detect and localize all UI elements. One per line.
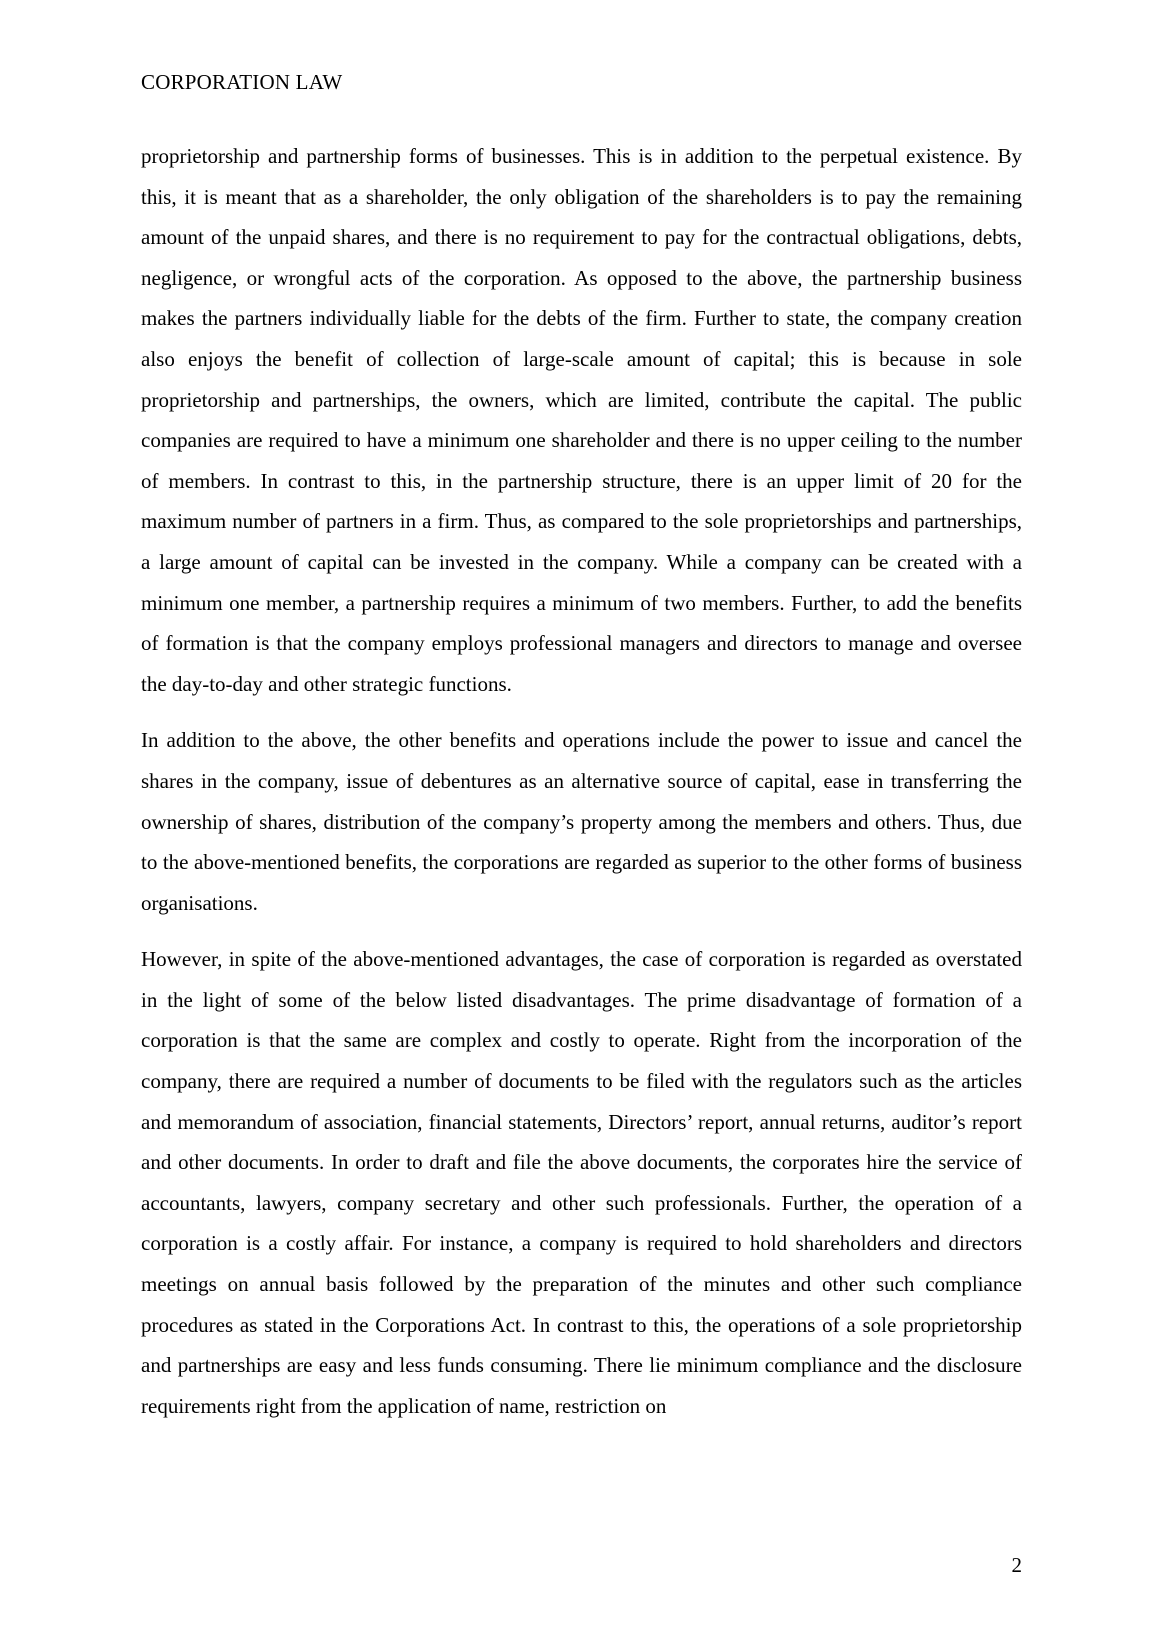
paragraph-1: proprietorship and partnership forms of businesses. This is in addition to the perpetual existence. By this, it is meant that as a shareholder, the only obligation of the shareholders is to pay the remaining amount of the unpaid shares, and there is no requirement to pay for the contractual obligations, debts, negligence, or wrongful acts of the corporation. As opposed to the above, the partnership business makes the partners individually liable for the debts of the firm. Further to state, the company creation also enjoys the benefit of collection of large-scale amount of capital; this is because in sole proprietorship and partnerships, the owners, which are limited, contribute the capital. The public companies are required to have a minimum one shareholder and there is no upper ceiling to the number of members. In contrast to this, in the partnership structure, there is an upper limit of 20 for the maximum number of partners in a firm. Thus, as compared to the sole proprietorships and partnerships, a large amount of capital can be invested in the company. While a company can be created with a minimum one member, a partnership requires a minimum of two members. Further, to add the benefits of formation is that the company employs professional managers and directors to manage and oversee the day-to-day and other strategic functions.	[141, 144, 1022, 696]
running-header: CORPORATION LAW	[141, 70, 343, 94]
body-text	[141, 136, 1022, 1442]
page-number: 2	[1011, 1553, 1022, 1577]
paragraph-2: In addition to the above, the other benefits and operations include the power to issue and cancel the shares in the company, issue of debentures as an alternative source of capital, ease in transferring the ownership of shares, distribution of the company’s property among the members and others. Thus, due to the above-mentioned benefits, the corporations are regarded as superior to the other forms of business organisations.	[141, 728, 1022, 915]
paragraph-3: However, in spite of the above-mentioned advantages, the case of corporation is regarded as overstated in the light of some of the below listed disadvantages. The prime disadvantage of formation of a corporation is that the same are complex and costly to operate. Right from the incorporation of the company, there are required a number of documents to be filed with the regulators such as the articles and memorandum of association, financial statements, Directors’ report, annual returns, auditor’s report and other documents. In order to draft and file the above documents, the corporates hire the service of accountants, lawyers, company secretary and other such professionals. Further, the operation of a corporation is a costly affair. For instance, a company is required to hold shareholders and directors meetings on annual basis followed by the preparation of the minutes and other such compliance procedures as stated in the Corporations Act. In contrast to this, the operations of a sole proprietorship and partnerships are easy and less funds consuming. There lie minimum compliance and the disclosure requirements right from the application of name, restriction on	[141, 947, 1022, 1418]
